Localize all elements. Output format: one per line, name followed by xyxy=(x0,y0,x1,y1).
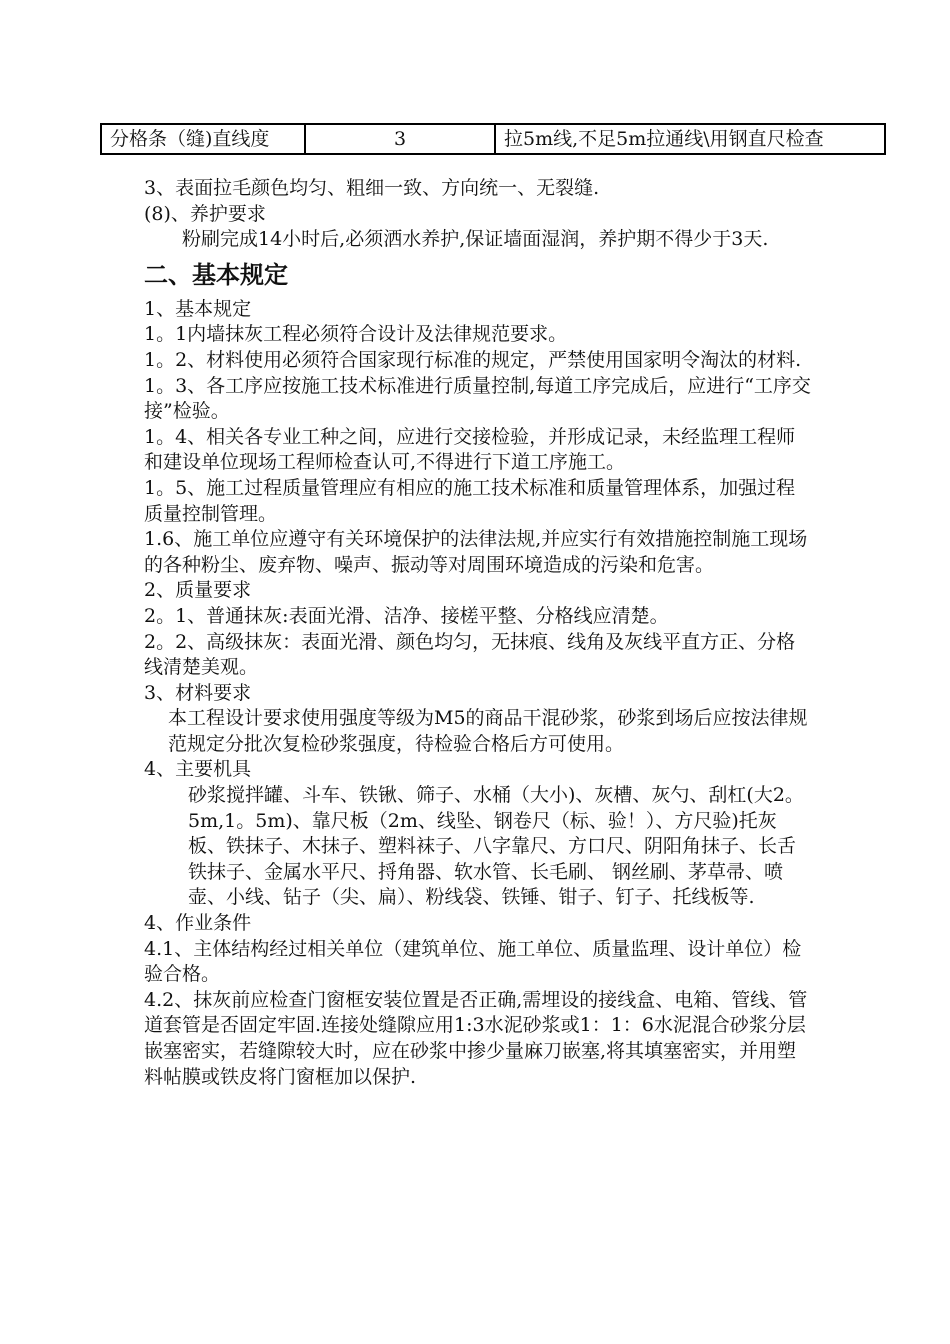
table-row xyxy=(101,124,885,154)
paragraph: 1。2、材料使用必须符合国家现行标准的规定，严禁使用国家明令淘汰的材料. xyxy=(144,348,802,371)
table-cell-item: 分格条（缝)直线度 xyxy=(101,124,305,154)
paragraph: 粉刷完成14小时后,必须洒水养护,保证墙面湿润，养护期不得少于3天. xyxy=(182,228,769,251)
table-cell-value: 3 xyxy=(305,124,495,154)
document-body xyxy=(144,176,814,1090)
paragraph: 1。1内墙抹灰工程必须符合设计及法律规范要求。 xyxy=(144,323,568,346)
inspection-table xyxy=(100,123,886,155)
table-cell-method: 拉5m线,不足5m拉通线\用钢直尺检查 xyxy=(495,124,885,154)
paragraph: 1.6、施工单位应遵守有关环境保护的法律法规,并应实行有效措施控制施工现场的各种粉尘、废弃物、噪声、振动等对周围环境造成的污染和危害。 xyxy=(144,528,808,576)
paragraph: 1。5、施工过程质量管理应有相应的施工技术标准和质量管理体系，加强过程质量控制管理。 xyxy=(144,476,796,525)
paragraph: 1。3、各工序应按施工技术标准进行质量控制,每道工序完成后，应进行“工序交接”检验。 xyxy=(144,374,811,423)
paragraph: 3、材料要求 xyxy=(144,681,252,704)
section-heading: 二、基本规定 xyxy=(144,260,288,289)
paragraph: 1。4、相关各专业工种之间，应进行交接检验，并形成记录，未经监理工程师和建设单位现场工程师检查认可,不得进行下道工序施工。 xyxy=(144,425,796,474)
paragraph: 3、表面拉毛颜色均匀、粗细一致、方向统一、无裂缝. xyxy=(144,177,600,199)
paragraph: 1、基本规定 xyxy=(144,297,252,320)
paragraph: 4、主要机具 xyxy=(144,758,252,781)
paragraph: 2。1、普通抹灰:表面光滑、洁净、接槎平整、分格线应清楚。 xyxy=(144,604,669,627)
paragraph: 2。2、高级抹灰：表面光滑、颜色均匀，无抹痕、线角及灰线平直方正、分格线清楚美观。 xyxy=(144,630,796,679)
paragraph: (8)、养护要求 xyxy=(144,202,266,225)
paragraph: 本工程设计要求使用强度等级为M5的商品干混砂浆，砂浆到场后应按法律规范规定分批次复检砂浆强度，待检验合格后方可使用。 xyxy=(168,707,808,755)
paragraph: 2、质量要求 xyxy=(144,579,252,602)
paragraph: 4.1、主体结构经过相关单位（建筑单位、施工单位、质量监理、设计单位）检验合格。 xyxy=(144,937,802,986)
paragraph: 4.2、抹灰前应检查门窗框安装位置是否正确,需埋设的接线盒、电箱、管线、管道套管是否固定牢固.连接处缝隙应用1:3水泥砂浆或1：1：6水泥混合砂浆分层嵌塞密实，若缝隙较大时，应在砂浆中掺少量麻刀嵌塞,将其填塞密实，并用塑料帖膜或铁皮将门窗框加以保护. xyxy=(144,988,808,1088)
paragraph: 4、作业条件 xyxy=(144,912,252,935)
paragraph: 砂浆搅拌罐、斗车、铁锹、筛子、水桶（大小)、灰槽、灰勺、刮杠(大2。5m,1。5m)、靠尺板（2m、线坠、钢卷尺（标、验！）、方尺验)托灰板、铁抹子、木抹子、塑料袜子、八字靠尺、方口尺、阴阳角抹子、长舌铁抹子、金属水平尺、捋角器、软水管、长毛刷、 钢丝刷、茅草帚、喷壶、小线、钻子（尖、扁）、粉线袋、铁锤、钳子、钉子、托线板等. xyxy=(188,784,804,909)
